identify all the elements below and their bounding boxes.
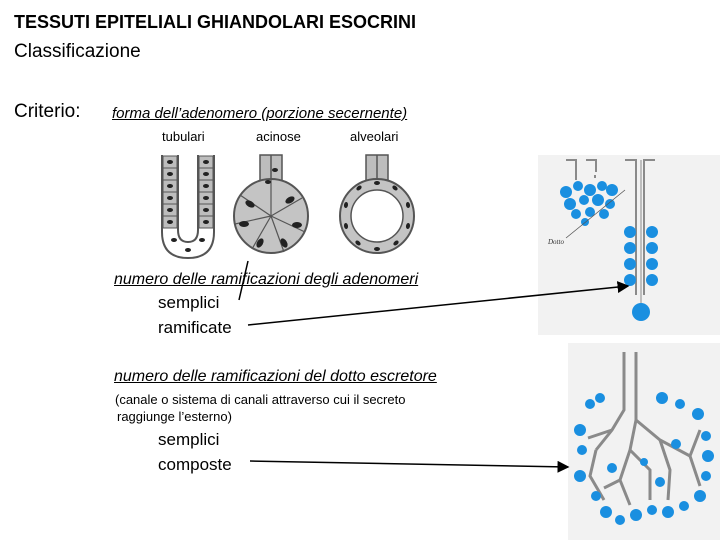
criterion-label: Criterio:: [14, 101, 81, 122]
ramificate-arrow: [248, 286, 628, 325]
duct-semplici: semplici: [158, 430, 220, 449]
criterion-text: forma dell’adenomero (porzione secernente): [112, 105, 408, 122]
adenomeri-ramificate: ramificate: [158, 318, 232, 337]
duct-note-line1: (canale o sistema di canali attraverso cui il secreto: [115, 392, 406, 407]
label-acinose: acinose: [256, 129, 301, 144]
duct-branching-heading: numero delle ramificazioni del dotto escretore: [114, 368, 437, 385]
dotto-label: Dotto: [548, 238, 564, 246]
duct-note-line2: raggiunge l’esterno): [117, 409, 232, 424]
duct-composte: composte: [158, 455, 232, 474]
label-tubulari: tubulari: [162, 129, 205, 144]
adenomeri-semplici: semplici: [158, 293, 220, 312]
label-alveolari: alveolari: [350, 129, 399, 144]
semplici-pointer-line: [239, 261, 248, 300]
branching-adenomeri-heading: numero delle ramificazioni degli adenomeri: [114, 271, 419, 288]
composte-arrow: [250, 461, 568, 467]
slide-title: TESSUTI EPITELIALI GHIANDOLARI ESOCRINI: [14, 12, 417, 32]
slide-subtitle: Classificazione: [14, 41, 141, 62]
